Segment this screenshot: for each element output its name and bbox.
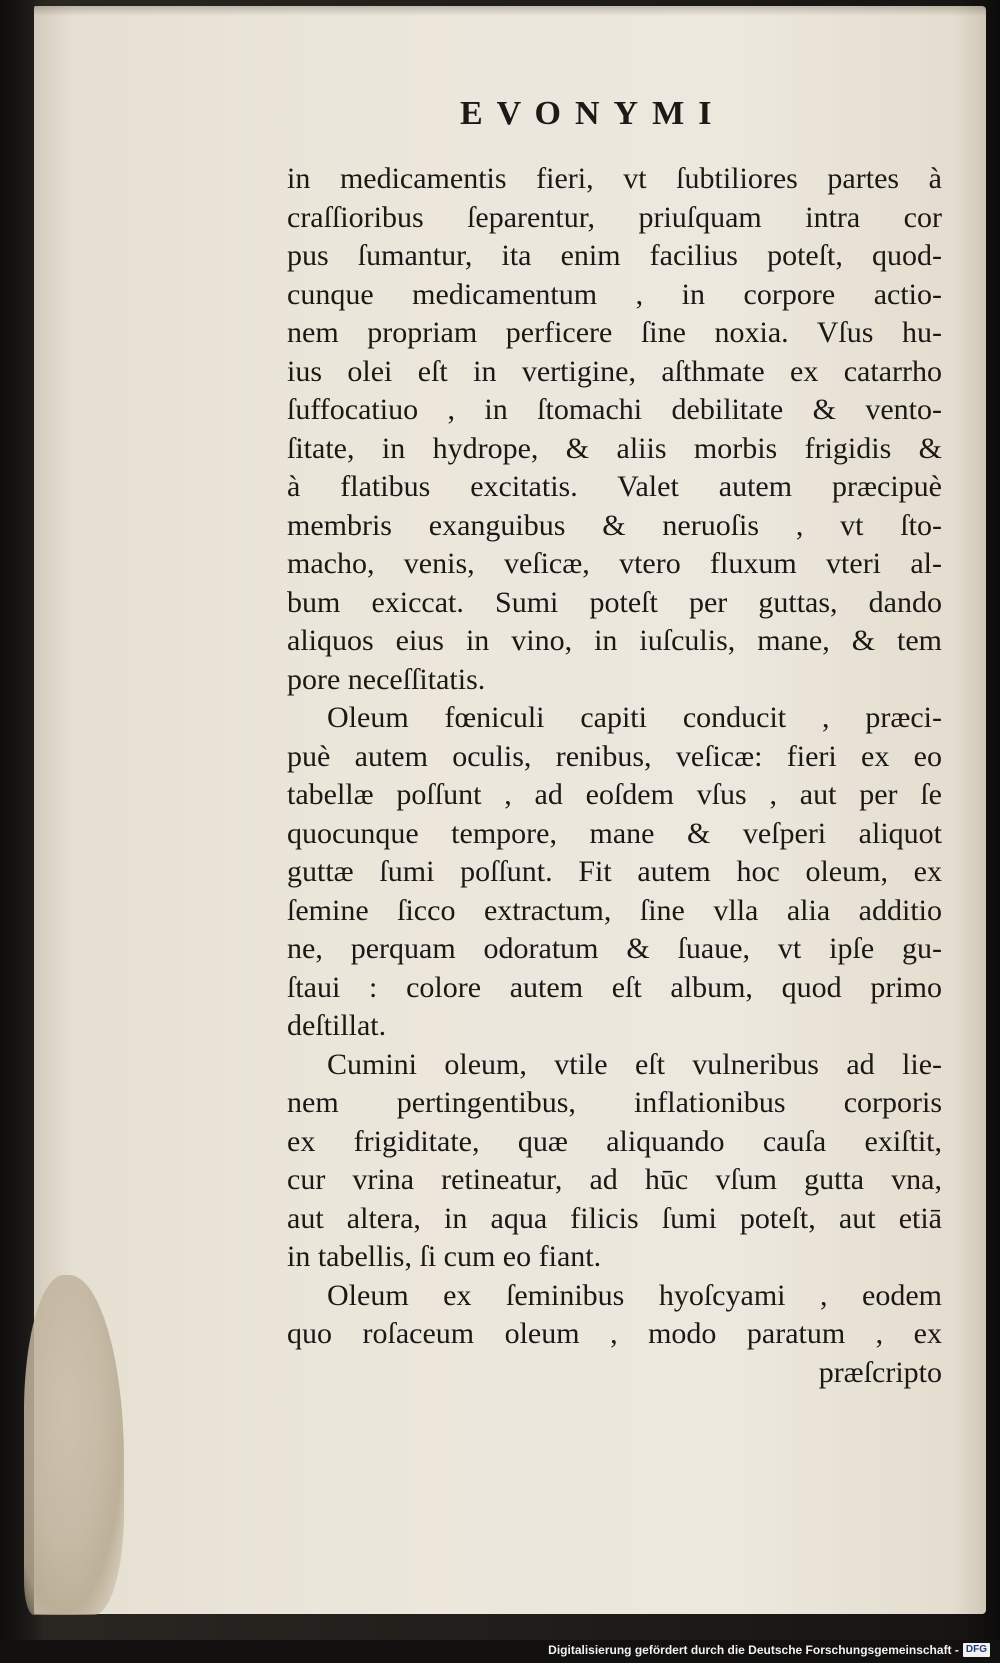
text-line: ne, perquam odoratum & ſuaue, vt ipſe gu- (287, 932, 942, 965)
text-line: in tabellis, ſi cum eo fiant. (287, 1240, 602, 1273)
body-text (287, 160, 942, 1392)
paragraph-start-line: Oleum fœniculi capiti conducit , præci- (327, 701, 942, 734)
running-head: EVONYMI (460, 95, 726, 132)
text-line: bum exiccat. Sumi poteſt per guttas, dando (287, 585, 942, 619)
catchword: præſcripto (818, 1355, 942, 1389)
text-line: ex frigiditate, quæ aliquando cauſa exiſtit, (287, 1124, 942, 1158)
page-shadow (34, 6, 986, 16)
text-line: cur vrina retineatur, ad hūc vſum gutta vna, (287, 1163, 942, 1196)
text-line: guttæ ſumi poſſunt. Fit autem hoc oleum, ex (287, 855, 942, 888)
text-line: pore neceſſitatis. (287, 662, 486, 696)
text-line: aliquos eius in vino, in iuſculis, mane, & tem (287, 624, 942, 657)
text-line: nem propriam perficere ſine noxia. Vſus hu- (287, 316, 942, 349)
text-line: quo roſaceum oleum , modo paratum , ex (287, 1317, 942, 1350)
text-line: aut altera, in aqua filicis ſumi poteſt, aut etiā (287, 1201, 942, 1235)
funding-credit (548, 1643, 990, 1657)
text-line: cunque medicamentum , in corpore actio- (287, 277, 942, 311)
text-line: ius olei eſt in vertigine, aſthmate ex catarrho (287, 354, 942, 388)
text-line: ſuffocatiuo , in ſtomachi debilitate & vento- (287, 393, 942, 426)
text-line: pus ſumantur, ita enim facilius poteſt, quod- (287, 239, 942, 272)
text-line: in medicamentis fieri, vt ſubtiliores partes à (287, 162, 942, 195)
text-line: deſtillat. (287, 1009, 387, 1042)
funding-credit-text: Digitalisierung gefördert durch die Deutsche Forschungsgemeinschaft - (548, 1643, 959, 1657)
dfg-logo: DFG (963, 1643, 990, 1657)
text-line: macho, venis, veſicæ, vtero fluxum vteri al- (287, 547, 942, 580)
text-line: craſſioribus ſeparentur, priuſquam intra cor (287, 200, 942, 234)
paragraph-start-line: Cumini oleum, vtile eſt vulneribus ad lie- (327, 1047, 942, 1081)
text-line: ſemine ſicco extractum, ſine vlla alia additio (287, 893, 942, 927)
text-line: tabellæ poſſunt , ad eoſdem vſus , aut per ſe (287, 778, 942, 811)
text-line: nem pertingentibus, inflationibus corporis (287, 1086, 942, 1119)
paragraph-start-line: Oleum ex ſeminibus hyoſcyami , eodem (327, 1278, 942, 1312)
text-line: à flatibus excitatis. Valet autem præcipuè (287, 470, 942, 503)
text-line: ſtaui : colore autem eſt album, quod primo (287, 970, 942, 1004)
text-line: quocunque tempore, mane & veſperi aliquot (287, 816, 942, 850)
text-line: membris exanguibus & neruoſis , vt ſto- (287, 508, 942, 542)
text-line: ſitate, in hydrope, & aliis morbis frigidis & (287, 431, 942, 465)
text-line: puè autem oculis, renibus, veſicæ: fieri ex eo (287, 739, 942, 773)
